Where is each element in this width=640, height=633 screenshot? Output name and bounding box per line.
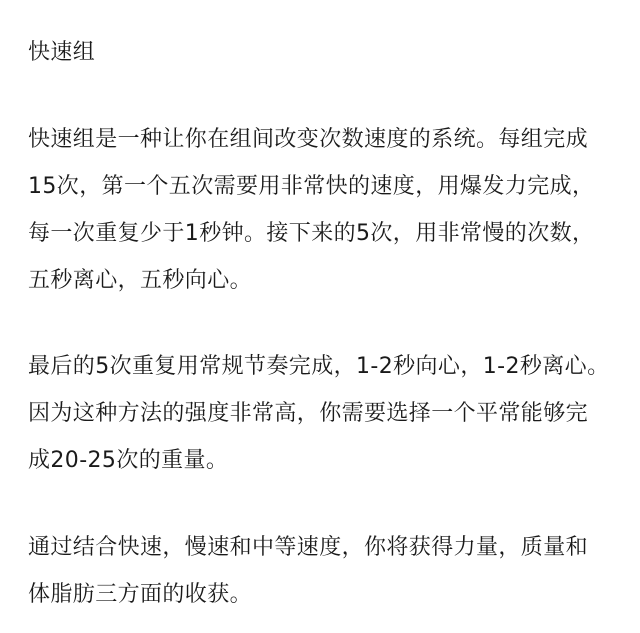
paragraph-line: 快速组是一种让你在组间改变次数速度的系统。每组完成 [28, 127, 589, 152]
paragraph-line: 通过结合快速，慢速和中等速度，你将获得力量，质量和 [28, 535, 589, 560]
paragraph-line: 成20-25次的重量。 [28, 448, 229, 473]
paragraph-line: 每一次重复少于1秒钟。接下来的5次，用非常慢的次数， [28, 221, 595, 246]
paragraph-line: 体脂肪三方面的收获。 [28, 582, 253, 607]
paragraph-line: 五秒离心，五秒向心。 [28, 268, 253, 293]
paragraph-line: 因为这种方法的强度非常高，你需要选择一个平常能够完 [28, 401, 589, 426]
paragraph-line: 最后的5次重复用常规节奏完成，1-2秒向心，1-2秒离心。 [28, 354, 610, 379]
article-heading: 快速组 [28, 40, 96, 65]
paragraph-line: 15次，第一个五次需要用非常快的速度，用爆发力完成， [28, 174, 595, 199]
